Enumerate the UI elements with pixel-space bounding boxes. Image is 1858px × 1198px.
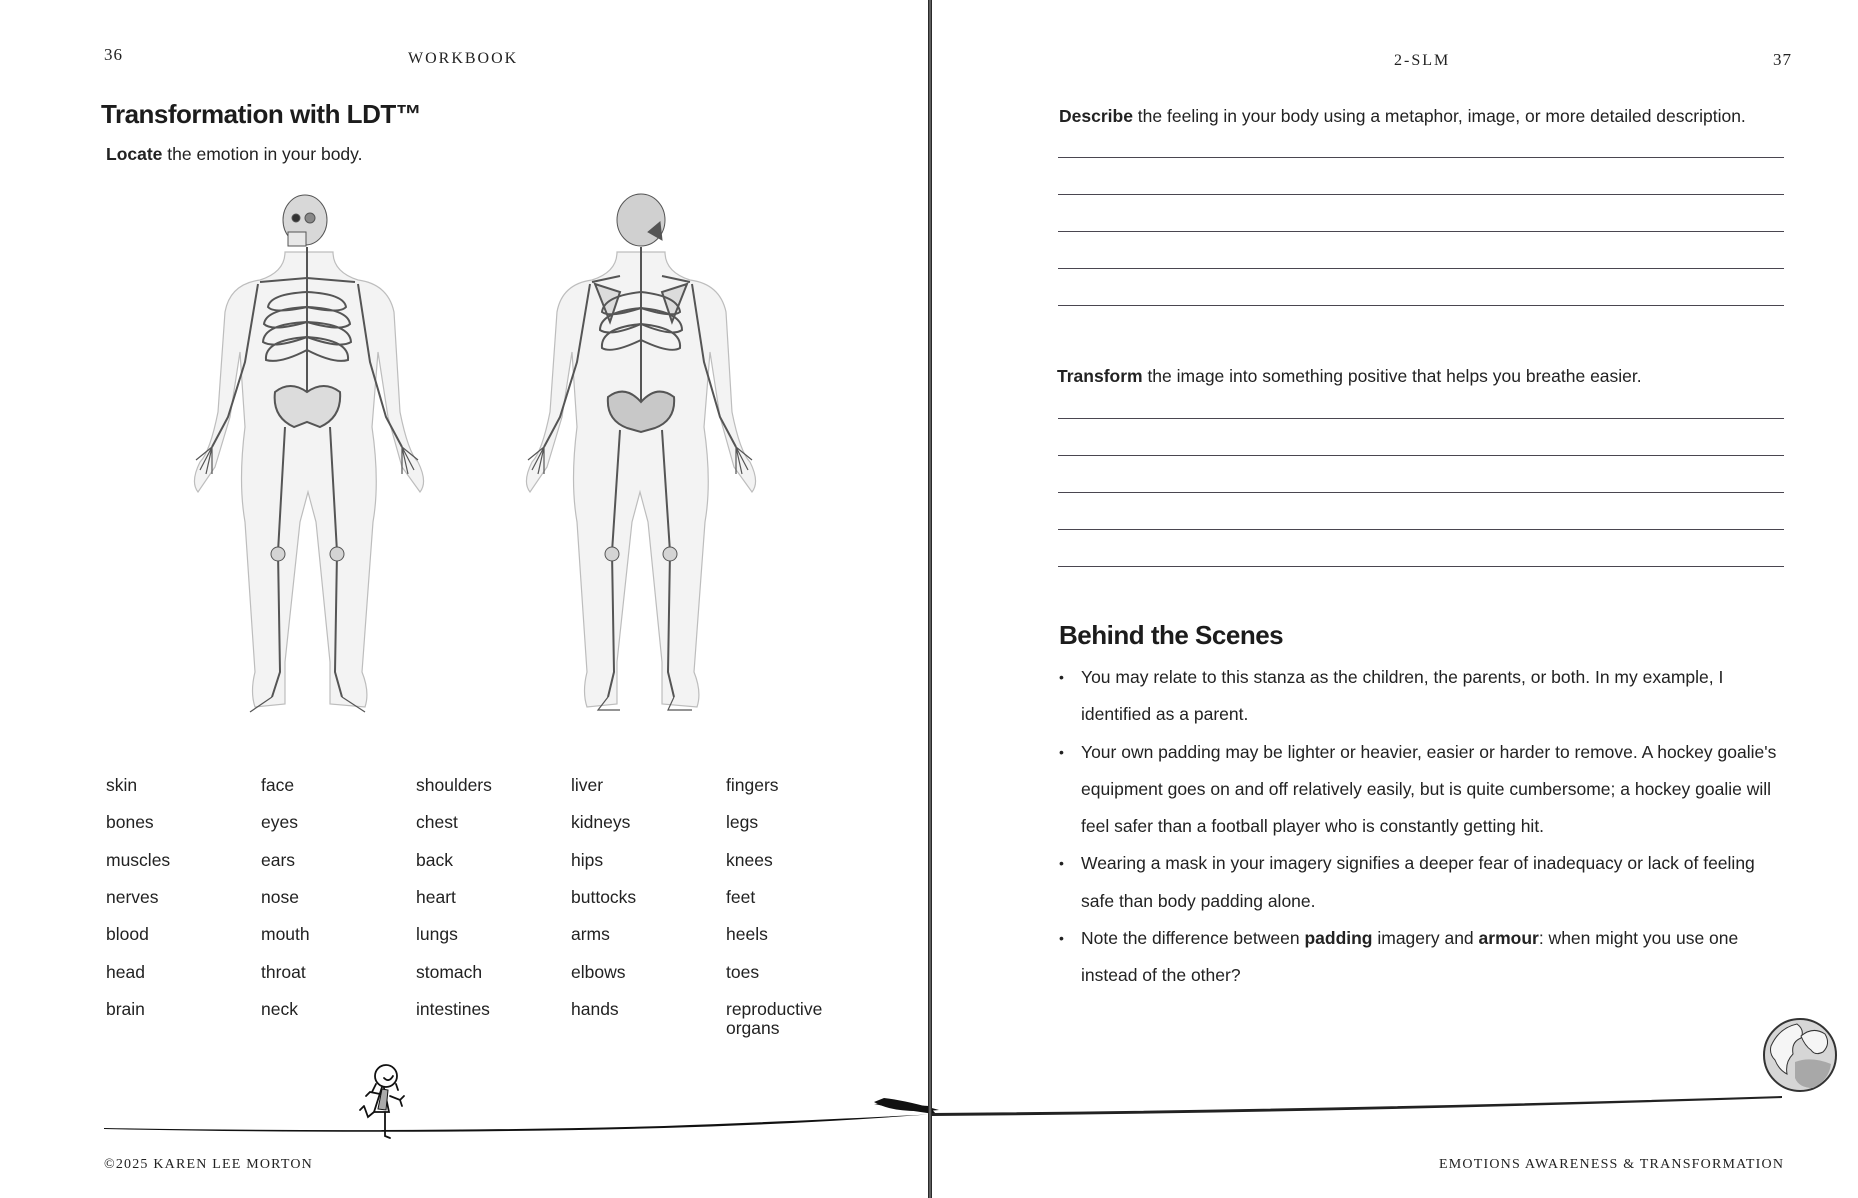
section-title-behind-the-scenes: Behind the Scenes (1059, 620, 1284, 650)
body-part-word: elbows (571, 961, 626, 982)
body-part-word: throat (261, 961, 306, 982)
body-part-word: brain (106, 998, 145, 1019)
describe-writing-line[interactable] (1058, 157, 1784, 158)
footer-copyright: ©2025 KAREN LEE MORTON (104, 1157, 313, 1172)
skeleton-front-image (190, 192, 430, 732)
transform-text: the image into something positive that helps you breathe easier. (1142, 366, 1642, 386)
transform-writing-line[interactable] (1058, 566, 1784, 567)
swoosh-line-right (932, 1088, 1782, 1118)
describe-instruction (1059, 106, 1746, 127)
body-part-word: chest (416, 812, 458, 833)
bullet-text: imagery and (1372, 928, 1479, 949)
bullet-emphasis: armour (1478, 928, 1539, 949)
body-part-word: hips (571, 849, 604, 870)
body-part-word: heart (416, 886, 456, 907)
body-part-word: shoulders (416, 775, 492, 795)
transform-writing-line[interactable] (1058, 529, 1784, 530)
instruction-bold: Locate (106, 144, 163, 164)
footer-book-title: EMOTIONS AWARENESS & TRANSFORMATION (1439, 1157, 1785, 1172)
running-head-right: 2-SLM (1394, 52, 1451, 69)
body-part-word: eyes (261, 812, 298, 833)
bullet-text: : when might you use one instead of the other? (1081, 928, 1739, 986)
locate-instruction (106, 144, 362, 165)
body-part-word: liver (571, 775, 604, 795)
body-part-word: stomach (416, 961, 483, 982)
body-part-word: heels (726, 924, 768, 945)
body-part-word: lungs (416, 924, 458, 945)
page-number-right: 37 (1773, 50, 1792, 69)
body-part-word: back (416, 849, 453, 870)
describe-writing-line[interactable] (1058, 194, 1784, 195)
transform-writing-line[interactable] (1058, 455, 1784, 456)
body-part-word: face (261, 775, 295, 795)
bullet-text: You may relate to this stanza as the children, the parents, or both. In my example, I identified as a parent. (1081, 667, 1724, 725)
bullet-item (1059, 659, 1789, 734)
instruction-text: the emotion in your body. (162, 144, 363, 164)
swoosh-line-left (104, 1088, 932, 1138)
describe-bold: Describe (1059, 106, 1133, 126)
body-part-word: neck (261, 998, 298, 1019)
body-part-word: bones (106, 812, 154, 833)
page-title: Transformation with LDT™ (101, 99, 422, 129)
body-part-word: skin (106, 775, 138, 795)
skeleton-back-image (520, 192, 760, 732)
transform-instruction (1057, 366, 1642, 387)
bullet-text: Note the difference between (1081, 928, 1305, 949)
body-part-word: kidneys (571, 812, 631, 833)
body-part-word: fingers (726, 775, 779, 795)
body-part-word: toes (726, 961, 760, 982)
bullet-emphasis: padding (1304, 928, 1373, 949)
bullet-item (1059, 734, 1789, 846)
transform-writing-line[interactable] (1058, 418, 1784, 419)
body-part-word: reproductive organs (726, 998, 823, 1038)
describe-writing-line[interactable] (1058, 268, 1784, 269)
body-part-word: legs (726, 812, 759, 833)
behind-the-scenes-list (1059, 659, 1789, 995)
left-page (0, 0, 928, 1198)
body-part-word: head (106, 961, 145, 982)
bullet-text: Your own padding may be lighter or heavier, easier or harder to remove. A hockey goalie's equipment goes on and off relatively easily, but is quite cumbersome; a hockey goalie will feel safer than a football player who is constantly getting hit. (1081, 741, 1777, 837)
globe-icon (1761, 1016, 1839, 1094)
bullet-dot-icon: • (1059, 669, 1064, 685)
body-part-word: hands (571, 998, 619, 1019)
bullet-dot-icon: • (1059, 930, 1064, 947)
running-head-left: WORKBOOK (408, 50, 519, 67)
transform-writing-line[interactable] (1058, 492, 1784, 493)
bullet-dot-icon: • (1059, 855, 1064, 872)
body-part-word: arms (571, 924, 610, 945)
bullet-text: Wearing a mask in your imagery signifies a deeper fear of inadequacy or lack of feeling safe than body padding alone. (1081, 853, 1755, 911)
body-part-word: feet (726, 886, 756, 907)
body-part-word: muscles (106, 849, 171, 870)
describe-text: the feeling in your body using a metaphor, image, or more detailed description. (1132, 106, 1746, 126)
body-part-word: nose (261, 886, 299, 907)
transform-bold: Transform (1057, 366, 1143, 386)
bullet-dot-icon: • (1059, 743, 1064, 760)
right-page (932, 0, 1858, 1198)
body-part-word: blood (106, 924, 149, 945)
body-part-word: buttocks (571, 886, 637, 907)
body-part-word: intestines (416, 998, 490, 1019)
body-part-word: nerves (106, 886, 159, 907)
bullet-item (1059, 920, 1789, 995)
body-part-word: mouth (261, 924, 310, 945)
describe-writing-line[interactable] (1058, 305, 1784, 306)
body-part-word: ears (261, 849, 296, 870)
describe-writing-line[interactable] (1058, 231, 1784, 232)
page-number-left: 36 (104, 45, 123, 64)
body-part-word: knees (726, 849, 773, 870)
bullet-item (1059, 845, 1789, 920)
